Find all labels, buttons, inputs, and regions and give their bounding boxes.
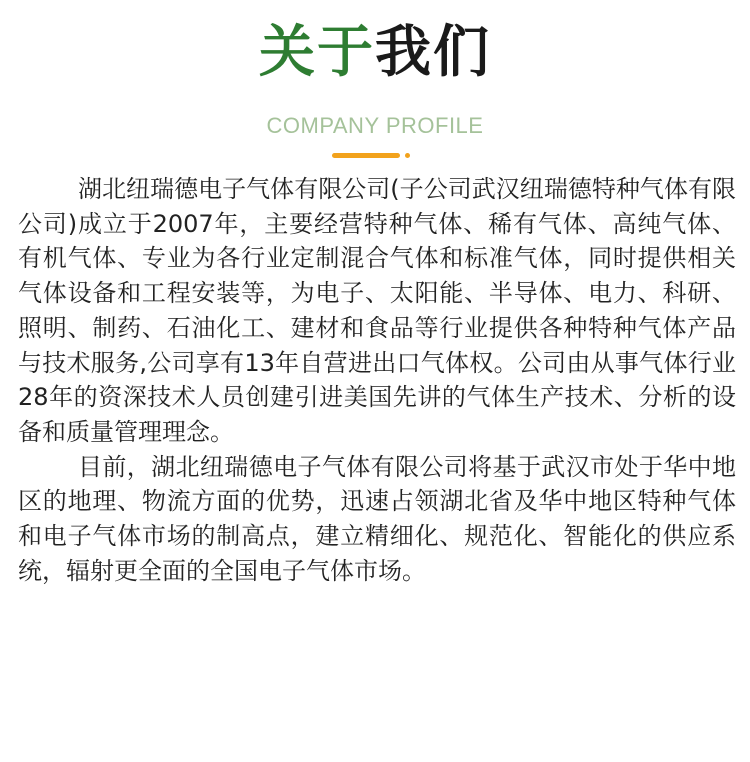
profile-paragraph-1: 湖北纽瑞德电子气体有限公司(子公司武汉纽瑞德特种气体有限公司)成立于2007年，主要经营特种气体、稀有气体、高纯气体、有机气体、专业为各行业定制混合气体和标准气体，同时提供相关气体设备和工程安装等，为电子、太阳能、半导体、电力、科研、照明、制药、石油化工、建材和食品等行业提供各种特种气体产品与技术服务,公司享有13年自营进出口气体权。公司由从事气体行业28年的资深技术人员创建引进美国先讲的气体生产技术、分析的设备和质量管理理念。 xyxy=(18,175,736,446)
page-title xyxy=(0,18,750,88)
page-title-highlight: 关于 xyxy=(259,20,375,85)
divider-bar xyxy=(332,153,400,158)
profile-paragraph-2: 目前，湖北纽瑞德电子气体有限公司将基于武汉市处于华中地区的地理、物流方面的优势，迅速占领湖北省及华中地区特种气体和电子气体市场的制高点，建立精细化、规范化、智能化的供应系统，辐射更全面的全国电子气体市场。 xyxy=(18,452,736,585)
divider-dot xyxy=(405,153,410,158)
page-subtitle: COMPANY PROFILE xyxy=(266,113,484,138)
page-title-rest: 我们 xyxy=(375,20,491,85)
company-profile-text xyxy=(18,172,736,588)
title-divider xyxy=(332,153,412,158)
page-header xyxy=(0,18,750,140)
